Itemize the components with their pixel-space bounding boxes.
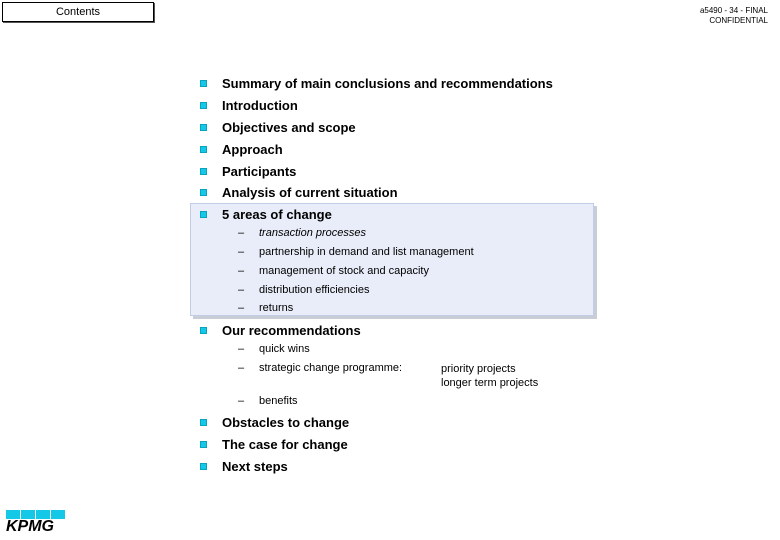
kpmg-logo bbox=[6, 510, 66, 536]
slide-title-text: Contents bbox=[55, 6, 101, 18]
slide-title bbox=[2, 2, 154, 22]
contents-item bbox=[200, 140, 283, 158]
contents-item-label: Obstacles to change bbox=[222, 414, 350, 430]
bullet-icon bbox=[200, 102, 207, 109]
contents-item bbox=[200, 74, 553, 92]
contents-item bbox=[200, 413, 349, 431]
document-reference bbox=[700, 6, 768, 26]
sub-item-label: distribution efficiencies bbox=[259, 284, 370, 296]
dash-marker: – bbox=[238, 395, 245, 407]
bullet-icon bbox=[200, 80, 207, 87]
dash-marker: – bbox=[238, 246, 245, 258]
sub-item-label: strategic change programme: bbox=[259, 362, 403, 374]
programme-detail: longer term projects bbox=[441, 377, 539, 389]
bullet-icon bbox=[200, 124, 207, 131]
contents-item-label: Summary of main conclusions and recommendations bbox=[222, 75, 553, 91]
contents-item bbox=[200, 183, 398, 201]
sub-item-label: benefits bbox=[259, 395, 298, 407]
sub-item-label: partnership in demand and list management bbox=[259, 246, 474, 258]
bullet-icon bbox=[200, 327, 207, 334]
contents-item-label: 5 areas of change bbox=[222, 206, 332, 222]
bullet-icon bbox=[200, 211, 207, 218]
contents-item-label: Approach bbox=[222, 141, 283, 157]
sub-item-label: returns bbox=[259, 302, 294, 314]
sub-item bbox=[238, 302, 293, 314]
sub-item-label: transaction processes bbox=[259, 227, 366, 239]
contents-item-label: Analysis of current situation bbox=[222, 184, 398, 200]
contents-item bbox=[200, 435, 348, 453]
contents-item bbox=[200, 457, 288, 475]
confidentiality-label: CONFIDENTIAL bbox=[709, 16, 768, 25]
contents-item-label: Next steps bbox=[222, 458, 288, 474]
sub-item-label: quick wins bbox=[259, 343, 310, 355]
contents-item bbox=[200, 162, 296, 180]
contents-item-label: Objectives and scope bbox=[222, 119, 356, 135]
sub-item bbox=[238, 265, 429, 277]
sub-item-label: management of stock and capacity bbox=[259, 265, 429, 277]
sub-item bbox=[238, 362, 402, 374]
dash-marker: – bbox=[238, 227, 245, 239]
programme-details bbox=[441, 362, 538, 390]
dash-marker: – bbox=[238, 362, 245, 374]
reference-code: a5490 - 34 - FINAL bbox=[699, 6, 768, 15]
contents-item-label: Participants bbox=[222, 163, 297, 179]
contents-item-label: The case for change bbox=[222, 436, 348, 452]
sub-item bbox=[238, 284, 369, 296]
contents-item bbox=[200, 205, 332, 223]
programme-detail: priority projects bbox=[441, 363, 516, 375]
bullet-icon bbox=[200, 463, 207, 470]
bullet-icon bbox=[200, 441, 207, 448]
dash-marker: – bbox=[238, 284, 245, 296]
dash-marker: – bbox=[238, 302, 245, 314]
contents-item-label: Introduction bbox=[222, 97, 298, 113]
sub-item bbox=[238, 343, 310, 355]
contents-item bbox=[200, 321, 361, 339]
bullet-icon bbox=[200, 419, 207, 426]
contents-item bbox=[200, 118, 356, 136]
contents-item-label: Our recommendations bbox=[222, 322, 361, 338]
bullet-icon bbox=[200, 168, 207, 175]
dash-marker: – bbox=[238, 343, 245, 355]
bullet-icon bbox=[200, 189, 207, 196]
sub-item bbox=[238, 246, 474, 258]
dash-marker: – bbox=[238, 265, 245, 277]
sub-item bbox=[238, 227, 366, 239]
bullet-icon bbox=[200, 146, 207, 153]
contents-item bbox=[200, 96, 298, 114]
logo-text: KPMG bbox=[6, 518, 54, 535]
sub-item bbox=[238, 395, 298, 407]
